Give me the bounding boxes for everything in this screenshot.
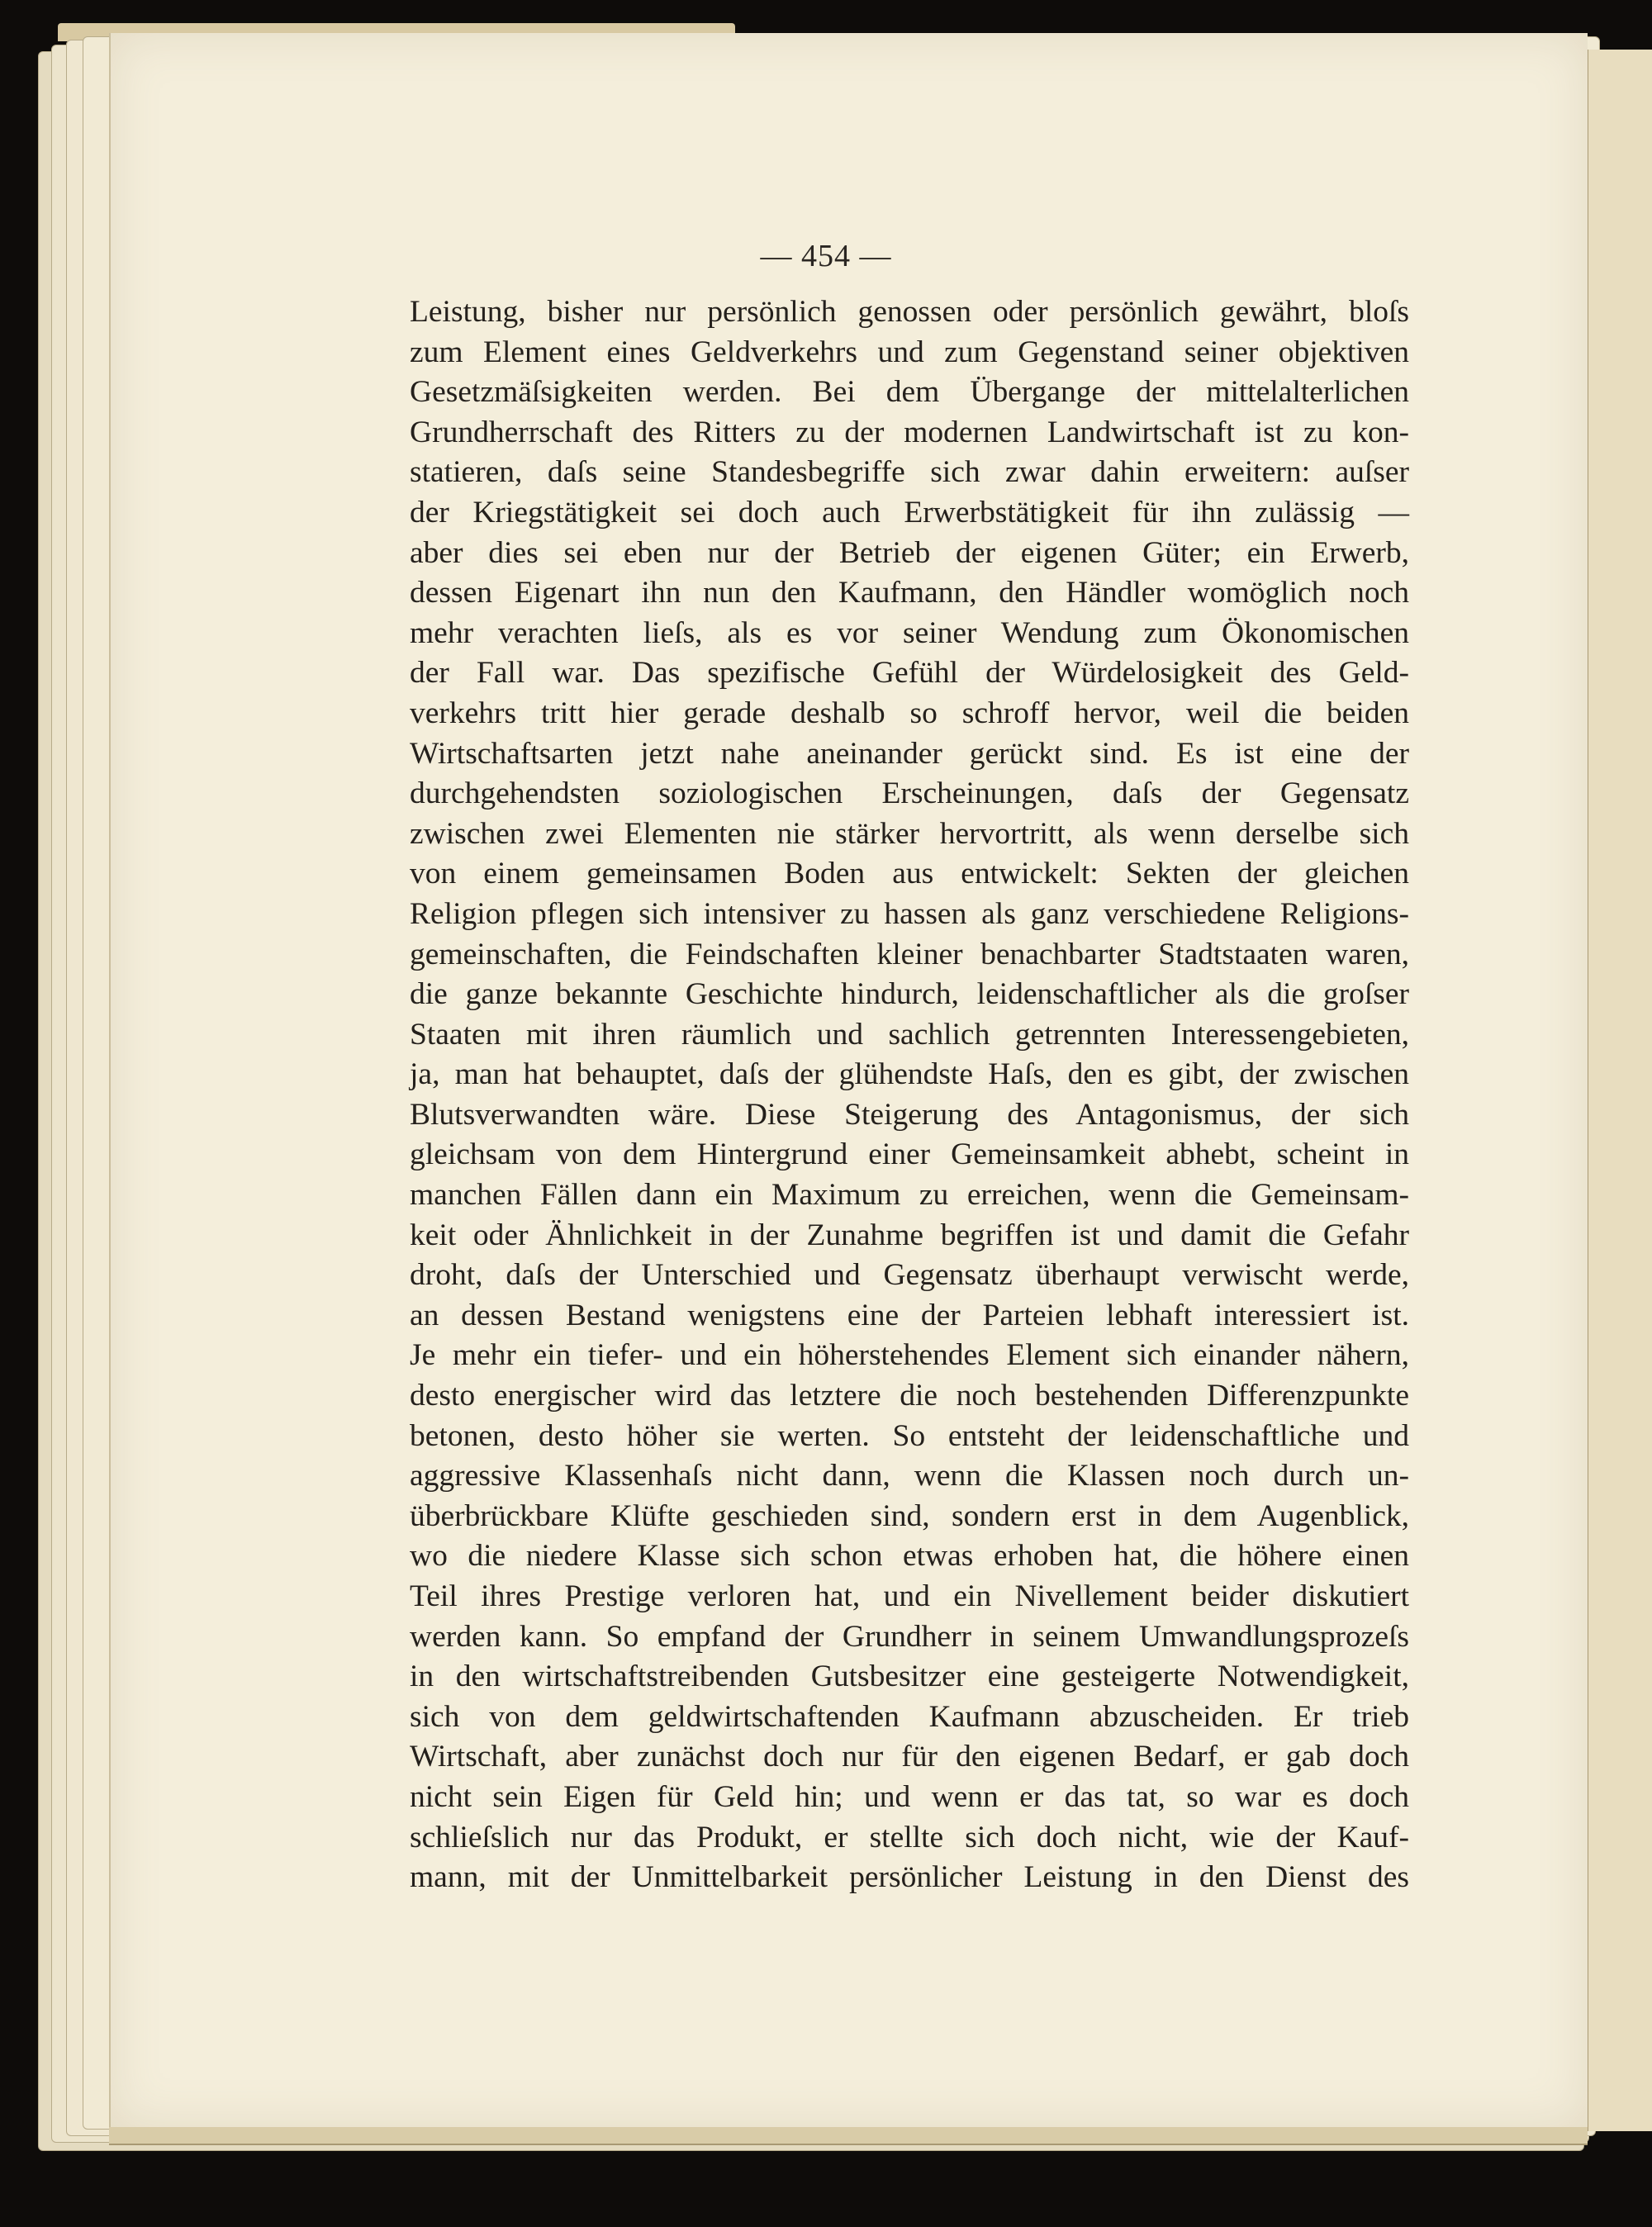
text-line: desto energischer wird das letztere die noch bestehenden Differenzpunkte [410, 1379, 1409, 1413]
text-line: Wirtschaft, aber zunächst doch nur für den eigenen Bedarf, er gab doch [410, 1740, 1409, 1774]
body-text [410, 292, 1409, 1898]
text-line: droht, daſs der Unterschied und Gegensatz überhaupt verwischt werde, [410, 1258, 1409, 1293]
text-line: zum Element eines Geldverkehrs und zum Gegenstand seiner objektiven [410, 335, 1409, 369]
page-number: — 454 — [760, 239, 892, 273]
text-line: Staaten mit ihren räumlich und sachlich getrennten Interessengebieten, [410, 1017, 1409, 1052]
text-line: an dessen Bestand wenigstens eine der Parteien lebhaft interessiert ist. [410, 1298, 1409, 1332]
text-line: wo die niedere Klasse sich schon etwas erhoben hat, die höhere einen [410, 1539, 1409, 1574]
text-line: in den wirtschaftstreibenden Gutsbesitzer eine gesteigerte Notwendigkeit, [410, 1660, 1409, 1694]
text-line: dessen Eigenart ihn nun den Kaufmann, den Händler womöglich noch [410, 576, 1409, 610]
text-line: gemeinschaften, die Feindschaften kleiner benachbarter Stadtstaaten waren, [410, 937, 1409, 971]
text-line: Grundherrschaft des Ritters zu der modernen Landwirtschaft ist zu kon- [410, 415, 1409, 449]
text-line: statieren, daſs seine Standesbegriffe sich zwar dahin erweitern: auſser [410, 455, 1409, 490]
text-line: Gesetzmäſsigkeiten werden. Bei dem Übergange der mittelalterlichen [410, 375, 1409, 410]
text-line: nicht sein Eigen für Geld hin; und wenn er das tat, so war es doch [410, 1779, 1409, 1814]
page-bottom-edge [109, 2127, 1588, 2145]
text-line: mann, mit der Unmittelbarkeit persönlicher Leistung in den Dienst des [410, 1860, 1409, 1895]
text-line: Religion pflegen sich intensiver zu hassen als ganz verschiedene Religions- [410, 896, 1409, 931]
text-line: verkehrs tritt hier gerade deshalb so schroff hervor, weil die beiden [410, 696, 1409, 730]
text-line: Blutsverwandten wäre. Diese Steigerung des Antagonismus, der sich [410, 1097, 1409, 1132]
text-line: Leistung, bisher nur persönlich genossen oder persönlich gewährt, bloſs [410, 295, 1409, 329]
text-line: aggressive Klassenhaſs nicht dann, wenn die Klassen noch durch un- [410, 1459, 1409, 1493]
text-line: schlieſslich nur das Produkt, er stellte sich doch nicht, wie der Kauf- [410, 1820, 1409, 1854]
text-line: keit oder Ähnlichkeit in der Zunahme begriffen ist und damit die Gefahr [410, 1218, 1409, 1252]
text-line: der Kriegstätigkeit sei doch auch Erwerbstätigkeit für ihn zulässig — [410, 495, 1409, 529]
text-line: betonen, desto höher sie werten. So entsteht der leidenschaftliche und [410, 1418, 1409, 1453]
text-line: manchen Fällen dann ein Maximum zu erreichen, wenn die Gemeinsam- [410, 1178, 1409, 1213]
text-line: der Fall war. Das spezifische Gefühl der Würdelosigkeit des Geld- [410, 656, 1409, 691]
text-line: Teil ihres Prestige verloren hat, und ein Nivellement beider diskutiert [410, 1579, 1409, 1613]
text-line: die ganze bekannte Geschichte hindurch, leidenschaftlicher als die groſser [410, 977, 1409, 1012]
text-line: durchgehendsten soziologischen Erscheinungen, daſs der Gegensatz [410, 776, 1409, 811]
text-line: von einem gemeinsamen Boden aus entwickelt: Sekten der gleichen [410, 857, 1409, 891]
text-line: mehr verachten lieſs, als es vor seiner Wendung zum Ökonomischen [410, 615, 1409, 650]
text-line: Wirtschaftsarten jetzt nahe aneinander gerückt sind. Es ist eine der [410, 736, 1409, 771]
text-line: überbrückbare Klüfte geschieden sind, sondern erst in dem Augenblick, [410, 1498, 1409, 1533]
text-line: zwischen zwei Elementen nie stärker hervortritt, als wenn derselbe sich [410, 816, 1409, 851]
text-line: sich von dem geldwirtschaftenden Kaufmann abzuscheiden. Er trieb [410, 1699, 1409, 1734]
text-line: aber dies sei eben nur der Betrieb der eigenen Güter; ein Erwerb, [410, 535, 1409, 570]
text-line: Je mehr ein tiefer- und ein höherstehendes Element sich einander nähern, [410, 1338, 1409, 1373]
text-line: ja, man hat behauptet, daſs der glühendste Haſs, den es gibt, der zwischen [410, 1057, 1409, 1092]
text-line: werden kann. So empfand der Grundherr in seinem Umwandlungsprozeſs [410, 1619, 1409, 1654]
text-line: gleichsam von dem Hintergrund einer Gemeinsamkeit abhebt, scheint in [410, 1137, 1409, 1172]
facing-page-edge [1586, 50, 1652, 2131]
